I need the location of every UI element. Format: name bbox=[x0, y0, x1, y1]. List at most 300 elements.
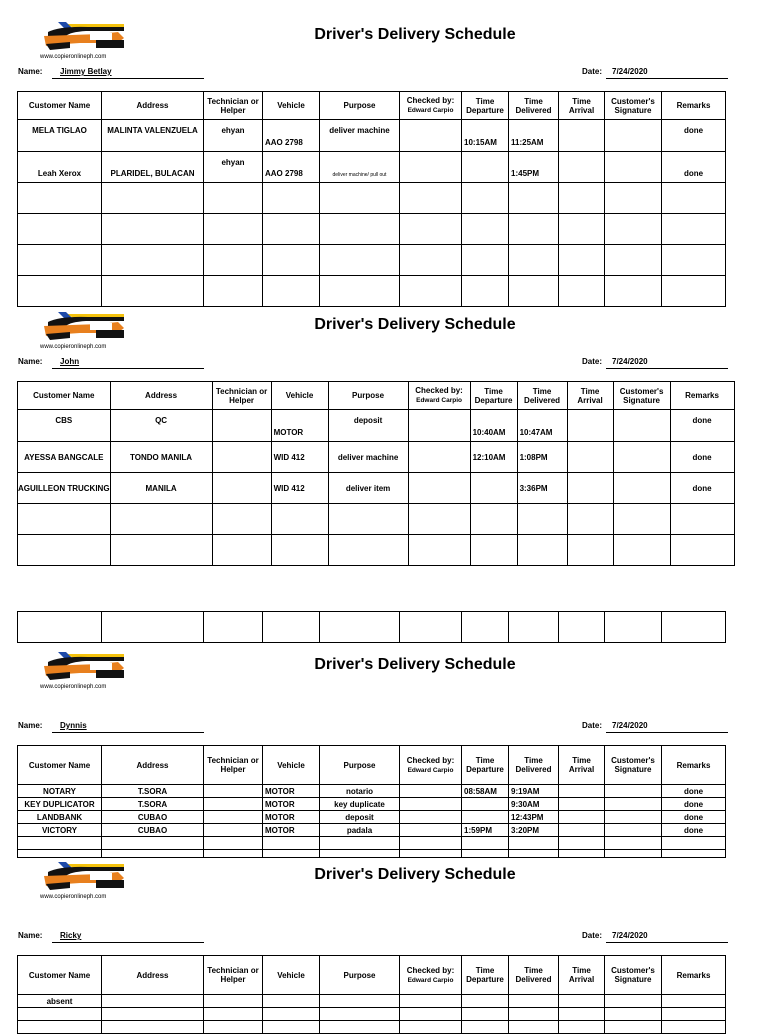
table-cell-departure: 12:10AM bbox=[470, 442, 517, 473]
date-label: Date: bbox=[582, 357, 603, 366]
table-cell-tech bbox=[204, 214, 263, 245]
table-cell-checked bbox=[400, 214, 462, 245]
column-header bbox=[400, 956, 462, 995]
table-cell-delivered bbox=[517, 504, 567, 535]
table-row bbox=[18, 811, 726, 824]
table-cell-checked bbox=[400, 1021, 462, 1034]
table-cell-delivered: 9:30AM bbox=[509, 798, 559, 811]
driver-name-field bbox=[52, 357, 204, 369]
checked-by-name: Edward Carpio bbox=[407, 976, 454, 984]
table-cell-customer bbox=[18, 837, 102, 850]
table-cell-departure bbox=[462, 1008, 509, 1021]
table-cell-departure bbox=[470, 473, 517, 504]
table-cell-remarks: done bbox=[662, 798, 726, 811]
date-label: Date: bbox=[582, 931, 603, 940]
table-cell-address: TONDO MANILA bbox=[110, 442, 212, 473]
column-header: Technician or Helper bbox=[204, 956, 263, 995]
table-cell-checked bbox=[408, 473, 470, 504]
checked-by-name: Edward Carpio bbox=[416, 397, 462, 404]
driver-name: Dynnis bbox=[60, 721, 87, 730]
company-logo-icon bbox=[40, 308, 130, 348]
table-cell-purpose bbox=[320, 850, 400, 858]
table-cell-remarks bbox=[662, 837, 726, 850]
table-cell-vehicle bbox=[263, 850, 320, 858]
table-cell-signature bbox=[613, 535, 670, 566]
table-cell-departure: 08:58AM bbox=[462, 785, 509, 798]
company-website: www.copieronlineph.com bbox=[40, 684, 107, 690]
column-header: Time Delivered bbox=[509, 956, 559, 995]
table-cell-tech bbox=[204, 245, 263, 276]
table-cell-departure bbox=[470, 535, 517, 566]
table-cell-tech bbox=[212, 535, 271, 566]
table-row bbox=[18, 1008, 726, 1021]
table-cell-delivered: 1:45PM bbox=[509, 152, 559, 183]
table-cell-customer bbox=[18, 276, 102, 307]
table-cell-arrival bbox=[559, 824, 605, 837]
table-cell-departure bbox=[462, 214, 509, 245]
company-logo-icon bbox=[40, 648, 130, 688]
table-cell-checked bbox=[400, 120, 462, 152]
table-cell-remarks bbox=[662, 1008, 726, 1021]
column-header: Time Delivered bbox=[509, 746, 559, 785]
table-cell-signature bbox=[605, 850, 662, 858]
date-field: 7/24/2020 bbox=[606, 67, 728, 79]
table-cell-delivered bbox=[509, 214, 559, 245]
table-cell-remarks: done bbox=[662, 824, 726, 837]
schedule-table-extra-row bbox=[17, 611, 726, 643]
name-label: Name: bbox=[18, 721, 43, 730]
column-header bbox=[408, 382, 470, 410]
table-cell-vehicle bbox=[263, 995, 320, 1008]
table-cell-remarks bbox=[662, 850, 726, 858]
table-row bbox=[18, 152, 726, 183]
table-cell-purpose bbox=[320, 245, 400, 276]
table-cell-arrival bbox=[559, 245, 605, 276]
table-cell-signature bbox=[605, 811, 662, 824]
page-title: Driver's Delivery Schedule bbox=[314, 26, 516, 43]
table-cell-delivered: 3:36PM bbox=[517, 473, 567, 504]
column-header-label: Checked by: bbox=[406, 965, 455, 975]
table-cell-purpose bbox=[320, 612, 400, 643]
table-cell-signature bbox=[613, 410, 670, 442]
table-cell-purpose: deliver machine bbox=[328, 442, 408, 473]
table-cell-purpose bbox=[320, 183, 400, 214]
date-label: Date: bbox=[582, 67, 603, 76]
table-cell-delivered bbox=[509, 1021, 559, 1034]
table-cell-vehicle bbox=[263, 214, 320, 245]
table-cell-checked bbox=[400, 785, 462, 798]
table-cell-delivered bbox=[509, 1008, 559, 1021]
column-header-label: Checked by: bbox=[415, 386, 463, 395]
table-cell-checked bbox=[400, 837, 462, 850]
table-cell-checked bbox=[400, 245, 462, 276]
table-cell-tech bbox=[204, 612, 263, 643]
column-header: Address bbox=[110, 382, 212, 410]
date-field: 7/24/2020 bbox=[606, 357, 728, 369]
table-cell-arrival bbox=[567, 442, 613, 473]
table-cell-departure bbox=[462, 612, 509, 643]
table-cell-signature bbox=[613, 442, 670, 473]
table-cell-purpose: deliver item bbox=[328, 473, 408, 504]
table-cell-address bbox=[102, 995, 204, 1008]
table-cell-remarks: done bbox=[670, 473, 734, 504]
table-cell-departure bbox=[462, 811, 509, 824]
table-row bbox=[18, 410, 735, 442]
table-cell-purpose: deliver machine bbox=[320, 120, 400, 152]
table-cell-signature bbox=[613, 504, 670, 535]
checked-by-name: Edward Carpio bbox=[407, 107, 454, 114]
column-header: Time Departure bbox=[462, 92, 509, 120]
table-cell-delivered bbox=[509, 276, 559, 307]
table-cell-delivered: 12:43PM bbox=[509, 811, 559, 824]
table-cell-arrival bbox=[567, 473, 613, 504]
table-cell-address bbox=[110, 535, 212, 566]
table-cell-vehicle bbox=[263, 245, 320, 276]
column-header: Customer's Signature bbox=[605, 956, 662, 995]
table-cell-arrival bbox=[559, 798, 605, 811]
table-cell-customer bbox=[18, 214, 102, 245]
column-header-label: Checked by: bbox=[406, 96, 455, 105]
table-cell-vehicle bbox=[271, 504, 328, 535]
table-cell-vehicle: AAO 2798 bbox=[263, 120, 320, 152]
column-header: Remarks bbox=[670, 382, 734, 410]
table-cell-departure bbox=[462, 152, 509, 183]
column-header: Time Departure bbox=[470, 382, 517, 410]
table-cell-checked bbox=[400, 183, 462, 214]
table-cell-vehicle: WID 412 bbox=[271, 442, 328, 473]
table-cell-address bbox=[102, 837, 204, 850]
column-header: Time Arrival bbox=[559, 956, 605, 995]
table-row bbox=[18, 995, 726, 1008]
column-header: Customer's Signature bbox=[605, 746, 662, 785]
table-cell-signature bbox=[605, 612, 662, 643]
schedule-table bbox=[17, 745, 726, 858]
table-cell-arrival bbox=[559, 214, 605, 245]
table-cell-address: PLARIDEL, BULACAN bbox=[102, 152, 204, 183]
table-cell-purpose: key duplicate bbox=[320, 798, 400, 811]
table-cell-departure bbox=[462, 995, 509, 1008]
name-label: Name: bbox=[18, 931, 43, 940]
table-row bbox=[18, 245, 726, 276]
table-cell-delivered: 1:08PM bbox=[517, 442, 567, 473]
table-cell-delivered: 11:25AM bbox=[509, 120, 559, 152]
table-cell-vehicle bbox=[271, 535, 328, 566]
table-cell-customer: VICTORY bbox=[18, 824, 102, 837]
column-header: Customer Name bbox=[18, 92, 102, 120]
table-cell-signature bbox=[605, 183, 662, 214]
table-cell-signature bbox=[605, 120, 662, 152]
column-header: Time Departure bbox=[462, 746, 509, 785]
table-cell-delivered: 3:20PM bbox=[509, 824, 559, 837]
column-header: Technician or Helper bbox=[204, 746, 263, 785]
table-row bbox=[18, 214, 726, 245]
table-cell-tech bbox=[204, 850, 263, 858]
table-cell-remarks bbox=[662, 214, 726, 245]
table-cell-vehicle bbox=[263, 612, 320, 643]
table-cell-tech bbox=[204, 276, 263, 307]
table-header-row bbox=[18, 956, 726, 995]
table-row bbox=[18, 535, 735, 566]
column-header: Vehicle bbox=[263, 956, 320, 995]
table-cell-delivered bbox=[509, 837, 559, 850]
table-cell-tech bbox=[212, 473, 271, 504]
column-header: Address bbox=[102, 92, 204, 120]
table-cell-tech bbox=[204, 1021, 263, 1034]
table-cell-purpose: deposit bbox=[328, 410, 408, 442]
column-header: Customer's Signature bbox=[613, 382, 670, 410]
table-header-row bbox=[18, 746, 726, 785]
driver-name-field bbox=[52, 721, 204, 733]
table-cell-address bbox=[102, 850, 204, 858]
page-title: Driver's Delivery Schedule bbox=[314, 316, 516, 333]
table-cell-remarks: done bbox=[662, 811, 726, 824]
column-header: Time Arrival bbox=[559, 746, 605, 785]
table-cell-delivered bbox=[509, 183, 559, 214]
table-row bbox=[18, 120, 726, 152]
table-cell-arrival bbox=[567, 410, 613, 442]
table-row bbox=[18, 1021, 726, 1034]
table-cell-customer: Leah Xerox bbox=[18, 152, 102, 183]
table-cell-purpose: deliver machine/ pull out bbox=[320, 152, 400, 183]
table-cell-departure: 10:40AM bbox=[470, 410, 517, 442]
table-row bbox=[18, 442, 735, 473]
table-cell-address: MANILA bbox=[110, 473, 212, 504]
table-cell-tech bbox=[204, 995, 263, 1008]
table-row bbox=[18, 276, 726, 307]
schedule-table bbox=[17, 955, 726, 1034]
table-cell-vehicle bbox=[263, 276, 320, 307]
name-label: Name: bbox=[18, 67, 43, 76]
table-cell-delivered bbox=[509, 995, 559, 1008]
table-cell-address: MALINTA VALENZUELA bbox=[102, 120, 204, 152]
table-cell-departure bbox=[462, 850, 509, 858]
table-cell-checked bbox=[408, 410, 470, 442]
table-cell-address bbox=[102, 1021, 204, 1034]
table-row bbox=[18, 612, 726, 643]
column-header: Purpose bbox=[320, 746, 400, 785]
table-cell-vehicle bbox=[263, 1021, 320, 1034]
table-cell-customer: absent bbox=[18, 995, 102, 1008]
driver-name: Ricky bbox=[60, 931, 82, 940]
table-cell-checked bbox=[408, 504, 470, 535]
driver-name: John bbox=[60, 357, 80, 366]
company-website: www.copieronlineph.com bbox=[40, 344, 107, 350]
table-cell-arrival bbox=[559, 785, 605, 798]
table-cell-address: T.SORA bbox=[102, 785, 204, 798]
table-cell-tech: ehyan bbox=[204, 120, 263, 152]
table-cell-address bbox=[102, 183, 204, 214]
table-cell-remarks bbox=[662, 612, 726, 643]
column-header: Time Arrival bbox=[567, 382, 613, 410]
table-cell-vehicle: MOTOR bbox=[263, 811, 320, 824]
table-cell-vehicle bbox=[263, 183, 320, 214]
table-cell-arrival bbox=[559, 152, 605, 183]
table-cell-delivered bbox=[509, 612, 559, 643]
table-cell-vehicle: MOTOR bbox=[263, 798, 320, 811]
company-logo-icon bbox=[40, 18, 130, 58]
checked-by-name: Edward Carpio bbox=[407, 766, 454, 774]
table-cell-customer bbox=[18, 612, 102, 643]
table-cell-remarks: done bbox=[662, 120, 726, 152]
table-cell-checked bbox=[400, 152, 462, 183]
table-cell-tech bbox=[204, 1008, 263, 1021]
table-cell-purpose bbox=[320, 276, 400, 307]
driver-name: Jimmy Betlay bbox=[60, 67, 112, 76]
column-header: Technician or Helper bbox=[212, 382, 271, 410]
table-cell-remarks bbox=[670, 504, 734, 535]
column-header: Purpose bbox=[320, 92, 400, 120]
driver-name-field bbox=[52, 67, 204, 79]
table-cell-arrival bbox=[559, 183, 605, 214]
table-row bbox=[18, 183, 726, 214]
page-title: Driver's Delivery Schedule bbox=[314, 866, 516, 883]
table-cell-arrival bbox=[559, 612, 605, 643]
column-header: Address bbox=[102, 746, 204, 785]
table-cell-departure: 1:59PM bbox=[462, 824, 509, 837]
table-cell-checked bbox=[400, 798, 462, 811]
table-cell-tech bbox=[204, 798, 263, 811]
table-cell-checked bbox=[400, 276, 462, 307]
table-cell-address bbox=[110, 504, 212, 535]
table-cell-arrival bbox=[559, 837, 605, 850]
column-header: Customer Name bbox=[18, 956, 102, 995]
table-cell-customer bbox=[18, 850, 102, 858]
table-cell-address: CUBAO bbox=[102, 811, 204, 824]
table-cell-tech bbox=[204, 785, 263, 798]
table-cell-address: T.SORA bbox=[102, 798, 204, 811]
table-cell-tech bbox=[204, 837, 263, 850]
table-cell-checked bbox=[400, 811, 462, 824]
table-cell-signature bbox=[613, 473, 670, 504]
table-cell-address: CUBAO bbox=[102, 824, 204, 837]
table-cell-vehicle: WID 412 bbox=[271, 473, 328, 504]
column-header: Remarks bbox=[662, 956, 726, 995]
table-cell-checked bbox=[408, 535, 470, 566]
column-header: Address bbox=[102, 956, 204, 995]
table-row bbox=[18, 837, 726, 850]
table-row bbox=[18, 473, 735, 504]
table-cell-remarks bbox=[670, 535, 734, 566]
table-cell-remarks: done bbox=[670, 442, 734, 473]
table-cell-arrival bbox=[559, 995, 605, 1008]
table-cell-departure bbox=[462, 183, 509, 214]
table-cell-arrival bbox=[559, 276, 605, 307]
table-cell-arrival bbox=[559, 1021, 605, 1034]
table-cell-customer: LANDBANK bbox=[18, 811, 102, 824]
table-cell-customer: NOTARY bbox=[18, 785, 102, 798]
column-header bbox=[400, 746, 462, 785]
page-title: Driver's Delivery Schedule bbox=[314, 656, 516, 673]
column-header: Customer's Signature bbox=[605, 92, 662, 120]
table-cell-departure bbox=[462, 245, 509, 276]
table-cell-remarks: done bbox=[670, 410, 734, 442]
table-cell-remarks bbox=[662, 276, 726, 307]
table-cell-customer bbox=[18, 1021, 102, 1034]
table-cell-departure: 10:15AM bbox=[462, 120, 509, 152]
schedule-table bbox=[17, 381, 735, 566]
column-header: Vehicle bbox=[263, 92, 320, 120]
column-header: Remarks bbox=[662, 92, 726, 120]
table-cell-customer: MELA TIGLAO bbox=[18, 120, 102, 152]
table-cell-tech bbox=[212, 504, 271, 535]
company-website: www.copieronlineph.com bbox=[40, 894, 107, 900]
table-cell-signature bbox=[605, 798, 662, 811]
column-header: Customer Name bbox=[18, 746, 102, 785]
table-cell-checked bbox=[400, 1008, 462, 1021]
column-header: Vehicle bbox=[263, 746, 320, 785]
table-cell-delivered: 10:47AM bbox=[517, 410, 567, 442]
table-cell-purpose bbox=[328, 535, 408, 566]
table-cell-checked bbox=[400, 850, 462, 858]
table-cell-departure bbox=[462, 837, 509, 850]
table-cell-signature bbox=[605, 995, 662, 1008]
table-cell-remarks bbox=[662, 183, 726, 214]
table-cell-delivered bbox=[517, 535, 567, 566]
table-cell-signature bbox=[605, 152, 662, 183]
table-cell-purpose bbox=[320, 1021, 400, 1034]
table-cell-signature bbox=[605, 276, 662, 307]
table-cell-purpose bbox=[320, 837, 400, 850]
table-cell-signature bbox=[605, 245, 662, 276]
table-cell-purpose: padala bbox=[320, 824, 400, 837]
table-cell-vehicle: MOTOR bbox=[263, 824, 320, 837]
table-cell-tech bbox=[212, 442, 271, 473]
table-cell-delivered: 9:19AM bbox=[509, 785, 559, 798]
table-cell-delivered bbox=[509, 850, 559, 858]
table-cell-tech: ehyan bbox=[204, 152, 263, 183]
table-cell-arrival bbox=[559, 850, 605, 858]
date-field: 7/24/2020 bbox=[606, 931, 728, 943]
table-cell-delivered bbox=[509, 245, 559, 276]
table-cell-vehicle: AAO 2798 bbox=[263, 152, 320, 183]
table-cell-purpose bbox=[320, 995, 400, 1008]
table-cell-departure bbox=[462, 1021, 509, 1034]
table-cell-purpose: deposit bbox=[320, 811, 400, 824]
schedule-table bbox=[17, 91, 726, 307]
table-cell-address bbox=[102, 214, 204, 245]
column-header bbox=[400, 92, 462, 120]
table-cell-signature bbox=[605, 785, 662, 798]
table-cell-signature bbox=[605, 214, 662, 245]
column-header: Purpose bbox=[328, 382, 408, 410]
company-website: www.copieronlineph.com bbox=[40, 54, 107, 60]
table-cell-arrival bbox=[559, 120, 605, 152]
table-cell-address: QC bbox=[110, 410, 212, 442]
table-cell-customer: CBS bbox=[18, 410, 111, 442]
table-cell-address bbox=[102, 276, 204, 307]
table-cell-vehicle: MOTOR bbox=[263, 785, 320, 798]
column-header: Time Arrival bbox=[559, 92, 605, 120]
table-cell-purpose bbox=[320, 1008, 400, 1021]
table-cell-arrival bbox=[567, 535, 613, 566]
column-header: Purpose bbox=[320, 956, 400, 995]
table-cell-tech bbox=[212, 410, 271, 442]
table-cell-customer bbox=[18, 1008, 102, 1021]
table-cell-signature bbox=[605, 824, 662, 837]
table-cell-departure bbox=[462, 276, 509, 307]
table-cell-signature bbox=[605, 1008, 662, 1021]
driver-name-field bbox=[52, 931, 204, 943]
table-header-row bbox=[18, 92, 726, 120]
table-cell-address bbox=[102, 1008, 204, 1021]
table-cell-customer bbox=[18, 183, 102, 214]
table-cell-address bbox=[102, 245, 204, 276]
name-label: Name: bbox=[18, 357, 43, 366]
table-cell-purpose: notario bbox=[320, 785, 400, 798]
table-cell-signature bbox=[605, 1021, 662, 1034]
table-cell-vehicle bbox=[263, 837, 320, 850]
table-cell-checked bbox=[408, 442, 470, 473]
